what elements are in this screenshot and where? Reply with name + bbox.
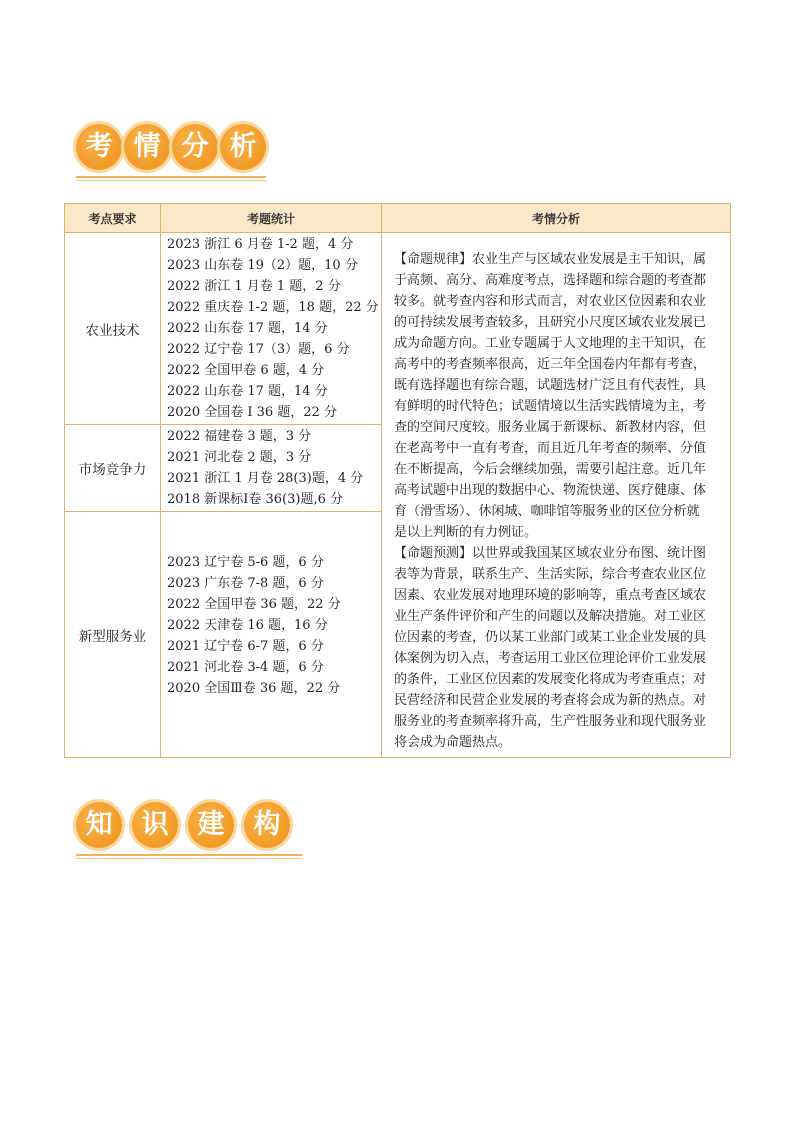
heading-char: 情 [124, 124, 170, 170]
analysis-line: 既有选择题也有综合题，试题选材广泛且有代表性，具 [394, 378, 707, 393]
stat-line: 2021 河北卷 3-4 题，6 分 [167, 660, 324, 675]
analysis-line: 高考试题中出现的数据中心、物流快递、医疗健康、体 [394, 483, 707, 498]
stat-line: 2023 广东卷 7-8 题，6 分 [167, 576, 324, 591]
analysis-line: 的可持续发展考查较多，且研究小尺度区域农业发展已 [394, 315, 707, 330]
header-analysis: 考情分析 [382, 204, 731, 233]
heading-underline [76, 180, 266, 181]
exam-analysis-table [64, 203, 731, 758]
analysis-line: 于高频、高分、高难度考点，选择题和综合题的考查都 [394, 273, 707, 288]
analysis-line: 育（滑雪场）、休闲城、咖啡馆等服务业的区位分析就 [394, 504, 700, 519]
stat-line: 2022 全国甲卷 6 题，4 分 [167, 363, 325, 378]
stat-line: 2022 浙江 1 月卷 1 题，2 分 [167, 279, 341, 294]
stat-line: 2021 辽宁卷 6-7 题，6 分 [167, 639, 324, 654]
stat-line: 2022 重庆卷 1-2 题，18 题，22 分 [167, 300, 379, 315]
analysis-line: 表等为背景，联系生产、生活实际，综合考查农业区位 [394, 567, 707, 582]
analysis-line: 查的空间尺度较。服务业属于新课标、新教材内容，但 [394, 420, 707, 435]
stat-line: 2021 河北卷 2 题，3 分 [167, 450, 312, 465]
requirement-cell: 新型服务业 [65, 512, 161, 758]
heading-char: 析 [220, 124, 266, 170]
analysis-line: 成为命题方向。工业专题属于人文地理的主干知识，在 [394, 336, 707, 351]
analysis-line: 体案例为切入点，考查运用工业区位理论评价工业发展 [394, 651, 707, 666]
analysis-line: 业生产条件评价和产生的问题以及解决措施。对工业区 [394, 609, 707, 624]
knowledge-section-heading [76, 802, 302, 872]
heading-char: 知 [76, 802, 122, 848]
stat-line: 2018 新课标Ⅰ卷 36(3)题,6 分 [167, 492, 343, 507]
stat-line: 2022 辽宁卷 17（3）题，6 分 [167, 342, 350, 357]
analysis-line: 较多。就考查内容和形式而言，对农业区位因素和农业 [394, 294, 707, 309]
requirement-cell: 市场竞争力 [65, 425, 161, 512]
analysis-line: 高考中的考查频率很高，近三年全国卷内年都有考查， [394, 357, 707, 372]
stat-line: 2022 全国甲卷 36 题，22 分 [167, 597, 341, 612]
table-header-row [65, 204, 731, 233]
heading-char: 分 [172, 124, 218, 170]
heading-char: 考 [76, 124, 122, 170]
header-requirement: 考点要求 [65, 204, 161, 233]
analysis-line: 【命题预测】以世界或我国某区域农业分布图、统计图 [394, 546, 707, 561]
stat-line: 2022 天津卷 16 题，16 分 [167, 618, 328, 633]
analysis-line: 在老高考中一直有考查，而且近几年考查的频率、分值 [394, 441, 707, 456]
heading-underline [76, 854, 302, 856]
header-statistics: 考题统计 [161, 204, 382, 233]
analysis-line: 将会成为命题热点。 [394, 735, 512, 750]
stats-cell [161, 425, 382, 512]
analysis-line: 有鲜明的时代特色；试题情境以生活实践情境为主，考 [394, 399, 707, 414]
heading-char: 识 [132, 802, 178, 848]
analysis-section-heading [76, 124, 266, 194]
stat-line: 2020 全国Ⅲ卷 36 题，22 分 [167, 681, 341, 696]
stat-line: 2023 辽宁卷 5-6 题，6 分 [167, 555, 324, 570]
analysis-line: 服务业的考查频率将升高，生产性服务业和现代服务业 [394, 714, 707, 729]
heading-char: 构 [244, 802, 290, 848]
heading-underline [76, 176, 266, 178]
heading-char: 建 [188, 802, 234, 848]
analysis-line: 【命题规律】农业生产与区域农业发展是主干知识，属 [394, 252, 707, 267]
stat-line: 2022 山东卷 17 题，14 分 [167, 321, 328, 336]
requirement-cell: 农业技术 [65, 233, 161, 425]
analysis-line: 的条件，工业区位因素的发展变化将成为考查重点；对 [394, 672, 707, 687]
analysis-line: 在不断提高，今后会继续加强，需要引起注意。近几年 [394, 462, 707, 477]
analysis-line: 是以上判断的有力例证。 [394, 525, 538, 540]
stat-line: 2023 浙江 6 月卷 1-2 题，4 分 [167, 237, 354, 252]
stat-line: 2021 浙江 1 月卷 28(3)题，4 分 [167, 471, 364, 486]
table-row [65, 233, 731, 425]
stats-cell [161, 233, 382, 425]
analysis-line: 因素、农业发展对地理环境的影响等，重点考查区域农 [394, 588, 707, 603]
analysis-cell [382, 233, 731, 758]
stat-line: 2020 全国卷 I 36 题，22 分 [167, 405, 337, 420]
analysis-line: 民营经济和民营企业发展的考查将会成为新的热点。对 [394, 693, 707, 708]
analysis-line: 位因素的考查，仍以某工业部门或某工业企业发展的具 [394, 630, 707, 645]
heading-underline [76, 858, 302, 859]
stat-line: 2022 福建卷 3 题，3 分 [167, 429, 312, 444]
stat-line: 2023 山东卷 19（2）题，10 分 [167, 258, 358, 273]
stats-cell [161, 512, 382, 758]
stat-line: 2022 山东卷 17 题，14 分 [167, 384, 328, 399]
